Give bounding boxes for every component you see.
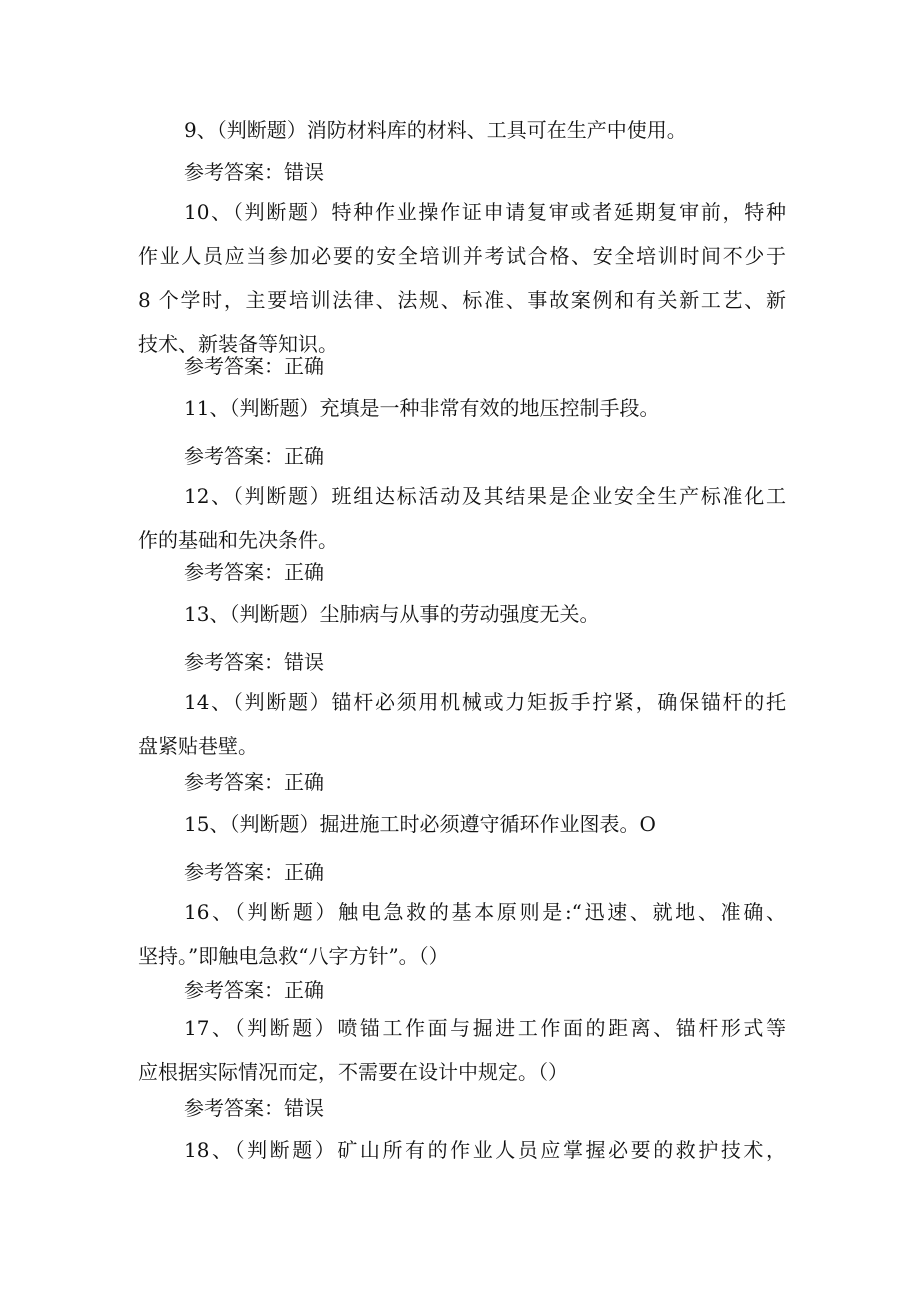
answer-14: 参考答案：正确 bbox=[184, 770, 324, 794]
answer-16: 参考答案：正确 bbox=[184, 978, 324, 1002]
question-18 bbox=[138, 1128, 786, 1172]
answer-10: 参考答案：正确 bbox=[184, 354, 324, 378]
question-line: 17、（判断题）喷锚工作面与掘进工作面的距离、锚杆形式等 bbox=[184, 1016, 786, 1040]
question-line: 15、（判断题）掘进施工时必须遵守循环作业图表。O bbox=[184, 812, 656, 836]
question-17 bbox=[138, 1006, 786, 1094]
question-line: 13、（判断题）尘肺病与从事的劳动强度无关。 bbox=[184, 602, 600, 626]
question-line: 作的基础和先决条件。 bbox=[138, 528, 338, 552]
question-line: 9、（判断题）消防材料库的材料、工具可在生产中使用。 bbox=[184, 118, 687, 142]
question-16 bbox=[138, 890, 786, 978]
question-13 bbox=[138, 592, 786, 636]
question-line: 11、（判断题）充填是一种非常有效的地压控制手段。 bbox=[184, 396, 660, 420]
question-line: 16、（判断题）触电急救的基本原则是:“迅速、就地、准确、 bbox=[184, 900, 786, 924]
answer-12: 参考答案：正确 bbox=[184, 560, 324, 584]
question-14 bbox=[138, 680, 786, 768]
question-9 bbox=[138, 108, 786, 152]
question-line: 技术、新装备等知识。 bbox=[138, 332, 338, 356]
question-line: 坚持。”即触电急救“八字方针”。（） bbox=[138, 944, 449, 968]
answer-15: 参考答案：正确 bbox=[184, 860, 324, 884]
question-line: 盘紧贴巷壁。 bbox=[138, 734, 258, 758]
answer-13: 参考答案：错误 bbox=[184, 650, 324, 674]
question-line: 应根据实际情况而定，不需要在设计中规定。（） bbox=[138, 1060, 568, 1084]
question-12 bbox=[138, 474, 786, 562]
question-10 bbox=[138, 190, 786, 366]
question-line: 10、（判断题）特种作业操作证申请复审或者延期复审前，特种 bbox=[184, 200, 786, 224]
question-11 bbox=[138, 386, 786, 430]
answer-11: 参考答案：正确 bbox=[184, 444, 324, 468]
question-line: 作业人员应当参加必要的安全培训并考试合格、安全培训时间不少于 bbox=[138, 244, 786, 268]
question-line: 12、（判断题）班组达标活动及其结果是企业安全生产标准化工 bbox=[184, 484, 786, 508]
question-15 bbox=[138, 802, 786, 846]
answer-17: 参考答案：错误 bbox=[184, 1096, 324, 1120]
question-line: 14、（判断题）锚杆必须用机械或力矩扳手拧紧，确保锚杆的托 bbox=[184, 690, 786, 714]
question-line: 18、（判断题）矿山所有的作业人员应掌握必要的救护技术， bbox=[184, 1138, 786, 1162]
question-line: 8 个学时，主要培训法律、法规、标准、事故案例和有关新工艺、新 bbox=[138, 288, 786, 312]
answer-9: 参考答案：错误 bbox=[184, 160, 324, 184]
